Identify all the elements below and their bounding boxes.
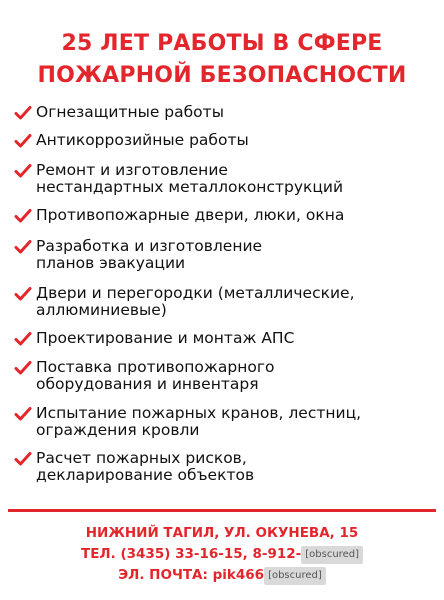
- check-icon: [14, 285, 32, 303]
- service-text: Ремонт и изготовление нестандартных металлоконструкций: [36, 161, 344, 196]
- email-text: ЭЛ. ПОЧТА: pik466: [118, 567, 265, 583]
- check-icon: [14, 405, 32, 423]
- check-icon: [14, 450, 32, 468]
- service-text: Расчет пожарных рисков, декларирование объектов: [36, 449, 255, 484]
- check-icon: [14, 238, 32, 256]
- check-icon: [14, 330, 32, 348]
- service-text: Антикоррозийные работы: [36, 131, 249, 149]
- service-text: Испытание пожарных кранов, лестниц, ограждения кровли: [36, 404, 362, 439]
- check-icon: [14, 359, 32, 377]
- contact-address: НИЖНИЙ ТАГИЛ, УЛ. ОКУНЕВА, 15: [85, 525, 359, 541]
- check-icon: [14, 132, 32, 150]
- headline-line-1: 25 ЛЕТ РАБОТЫ В СФЕРЕ: [61, 31, 383, 56]
- service-text: Проектирование и монтаж АПС: [36, 329, 295, 347]
- footer-divider: [8, 509, 436, 512]
- headline-line-2: ПОЖАРНОЙ БЕЗОПАСНОСТИ: [37, 63, 407, 88]
- service-text: Противопожарные двери, люки, окна: [36, 206, 345, 224]
- email-obscured: [obscured]: [264, 567, 326, 585]
- check-icon: [14, 104, 32, 122]
- service-text: Поставка противопожарного оборудования и инвентаря: [36, 358, 275, 393]
- phone-text: ТЕЛ. (3435) 33-16-15, 8-912-: [81, 546, 302, 562]
- check-icon: [14, 207, 32, 225]
- service-text: Огнезащитные работы: [36, 103, 224, 121]
- contact-phone: [0, 545, 444, 564]
- service-text: Разработка и изготовление планов эвакуации: [36, 237, 263, 272]
- phone-obscured: [obscured]: [301, 546, 363, 564]
- service-text: Двери и перегородки (металлические, аллюминиевые): [36, 284, 355, 319]
- contact-email: [0, 566, 444, 585]
- check-icon: [14, 162, 32, 180]
